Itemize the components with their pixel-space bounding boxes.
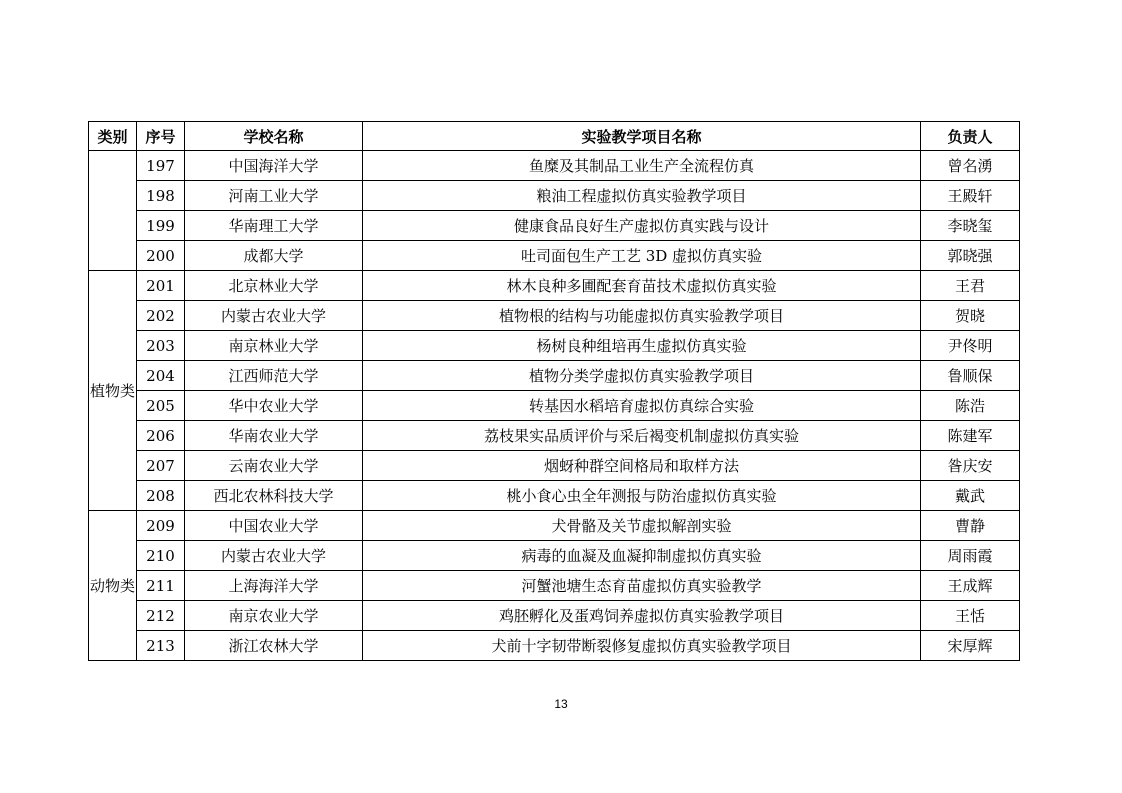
table-row [89, 421, 1020, 451]
number-cell: 198 [137, 181, 185, 211]
number-cell: 207 [137, 451, 185, 481]
number-cell: 203 [137, 331, 185, 361]
header-category: 类别 [89, 122, 137, 151]
project-table [88, 121, 1020, 661]
project-cell: 犬前十字韧带断裂修复虚拟仿真实验教学项目 [363, 631, 921, 661]
number-cell: 197 [137, 151, 185, 181]
project-cell: 吐司面包生产工艺 3D 虚拟仿真实验 [363, 241, 921, 271]
project-cell: 林木良种多圃配套育苗技术虚拟仿真实验 [363, 271, 921, 301]
leader-cell: 鲁顺保 [921, 361, 1020, 391]
number-cell: 210 [137, 541, 185, 571]
project-cell: 转基因水稻培育虚拟仿真综合实验 [363, 391, 921, 421]
number-cell: 205 [137, 391, 185, 421]
project-cell: 杨树良种组培再生虚拟仿真实验 [363, 331, 921, 361]
leader-cell: 昝庆安 [921, 451, 1020, 481]
table-header-row [89, 122, 1020, 151]
leader-cell: 戴武 [921, 481, 1020, 511]
project-cell: 植物根的结构与功能虚拟仿真实验教学项目 [363, 301, 921, 331]
leader-cell: 王君 [921, 271, 1020, 301]
table-row [89, 151, 1020, 181]
table-row [89, 601, 1020, 631]
leader-cell: 贺晓 [921, 301, 1020, 331]
school-cell: 南京林业大学 [185, 331, 363, 361]
number-cell: 200 [137, 241, 185, 271]
project-cell: 粮油工程虚拟仿真实验教学项目 [363, 181, 921, 211]
table-row [89, 181, 1020, 211]
number-cell: 204 [137, 361, 185, 391]
number-cell: 206 [137, 421, 185, 451]
number-cell: 212 [137, 601, 185, 631]
number-cell: 199 [137, 211, 185, 241]
table-row [89, 481, 1020, 511]
project-cell: 荔枝果实品质评价与采后褐变机制虚拟仿真实验 [363, 421, 921, 451]
table-row [89, 361, 1020, 391]
school-cell: 河南工业大学 [185, 181, 363, 211]
school-cell: 华南农业大学 [185, 421, 363, 451]
project-cell: 河蟹池塘生态育苗虚拟仿真实验教学 [363, 571, 921, 601]
school-cell: 内蒙古农业大学 [185, 541, 363, 571]
school-cell: 浙江农林大学 [185, 631, 363, 661]
school-cell: 成都大学 [185, 241, 363, 271]
project-cell: 健康食品良好生产虚拟仿真实践与设计 [363, 211, 921, 241]
category-cell: 动物类 [89, 511, 137, 661]
leader-cell: 王殿轩 [921, 181, 1020, 211]
school-cell: 云南农业大学 [185, 451, 363, 481]
project-cell: 犬骨骼及关节虚拟解剖实验 [363, 511, 921, 541]
table-row [89, 631, 1020, 661]
project-cell: 植物分类学虚拟仿真实验教学项目 [363, 361, 921, 391]
number-cell: 211 [137, 571, 185, 601]
leader-cell: 郭晓强 [921, 241, 1020, 271]
school-cell: 上海海洋大学 [185, 571, 363, 601]
project-cell: 烟蚜种群空间格局和取样方法 [363, 451, 921, 481]
header-number: 序号 [137, 122, 185, 151]
table-body [89, 151, 1020, 661]
table-row [89, 571, 1020, 601]
school-cell: 华南理工大学 [185, 211, 363, 241]
table-row [89, 391, 1020, 421]
school-cell: 中国海洋大学 [185, 151, 363, 181]
school-cell: 中国农业大学 [185, 511, 363, 541]
school-cell: 江西师范大学 [185, 361, 363, 391]
leader-cell: 周雨霞 [921, 541, 1020, 571]
school-cell: 北京林业大学 [185, 271, 363, 301]
table-row [89, 511, 1020, 541]
project-cell: 鱼糜及其制品工业生产全流程仿真 [363, 151, 921, 181]
school-cell: 华中农业大学 [185, 391, 363, 421]
leader-cell: 李晓玺 [921, 211, 1020, 241]
leader-cell: 王成辉 [921, 571, 1020, 601]
page-number: 13 [554, 697, 568, 711]
table-row [89, 331, 1020, 361]
table-row [89, 301, 1020, 331]
school-cell: 西北农林科技大学 [185, 481, 363, 511]
leader-cell: 王恬 [921, 601, 1020, 631]
header-leader: 负责人 [921, 122, 1020, 151]
table-row [89, 211, 1020, 241]
project-cell: 桃小食心虫全年测报与防治虚拟仿真实验 [363, 481, 921, 511]
school-cell: 南京农业大学 [185, 601, 363, 631]
category-cell: 植物类 [89, 271, 137, 511]
leader-cell: 陈浩 [921, 391, 1020, 421]
number-cell: 209 [137, 511, 185, 541]
category-cell [89, 151, 137, 271]
project-cell: 鸡胚孵化及蛋鸡饲养虚拟仿真实验教学项目 [363, 601, 921, 631]
header-school: 学校名称 [185, 122, 363, 151]
table-row [89, 541, 1020, 571]
leader-cell: 曹静 [921, 511, 1020, 541]
project-cell: 病毒的血凝及血凝抑制虚拟仿真实验 [363, 541, 921, 571]
number-cell: 213 [137, 631, 185, 661]
table-row [89, 271, 1020, 301]
header-project: 实验教学项目名称 [363, 122, 921, 151]
leader-cell: 宋厚辉 [921, 631, 1020, 661]
leader-cell: 尹佟明 [921, 331, 1020, 361]
leader-cell: 陈建军 [921, 421, 1020, 451]
number-cell: 201 [137, 271, 185, 301]
number-cell: 208 [137, 481, 185, 511]
school-cell: 内蒙古农业大学 [185, 301, 363, 331]
leader-cell: 曾名湧 [921, 151, 1020, 181]
number-cell: 202 [137, 301, 185, 331]
table-row [89, 451, 1020, 481]
table-row [89, 241, 1020, 271]
